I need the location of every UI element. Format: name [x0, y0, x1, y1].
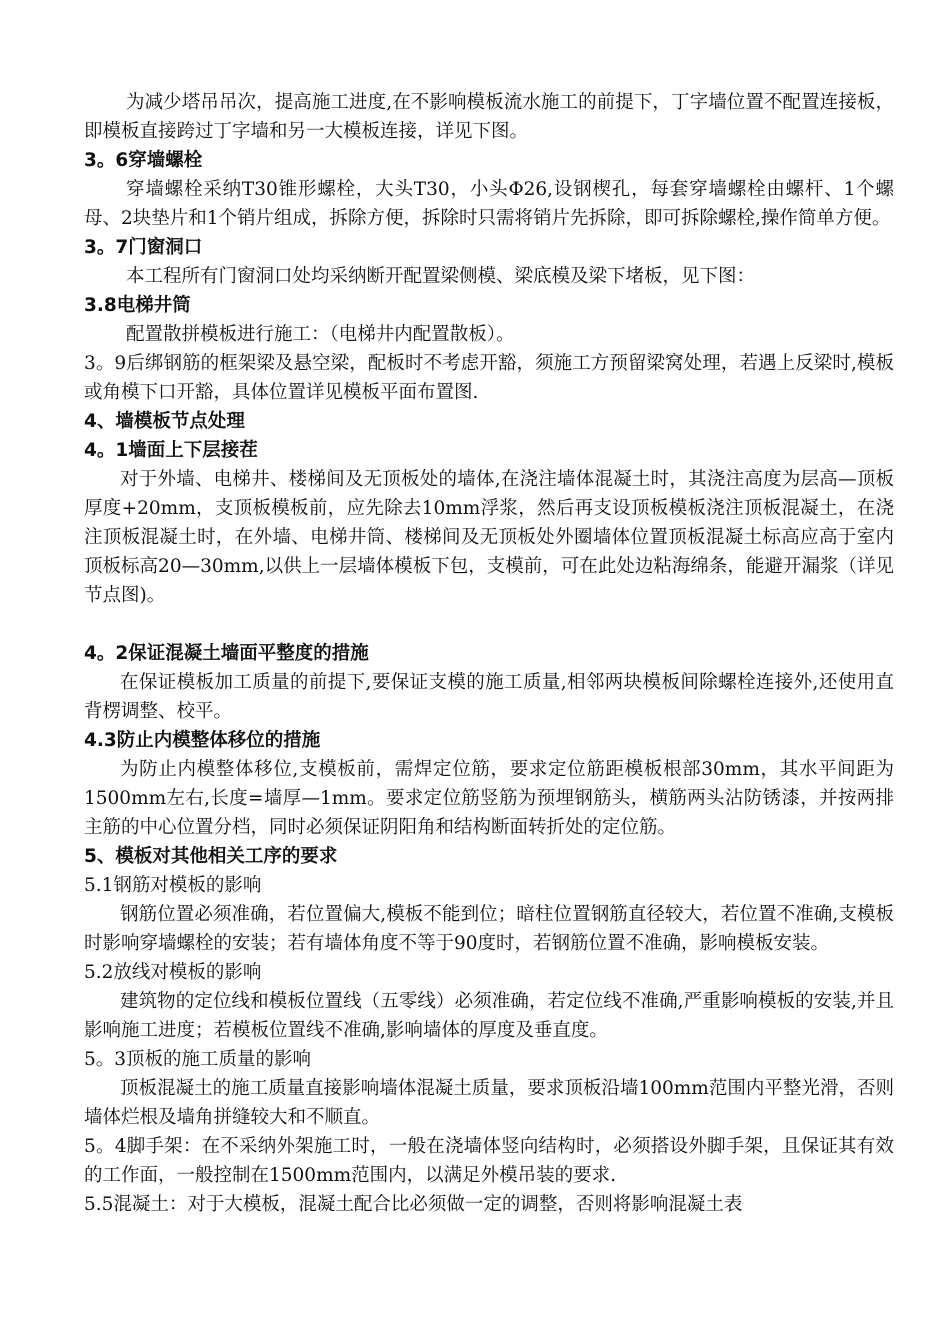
paragraph-elevator: 配置散拼模板进行施工：（电梯井内配置散板）。 — [126, 324, 515, 345]
paragraph-3-9: 3。9后绑钢筋的框架梁及悬空梁，配板时不考虑开豁，须施工方预留梁窝处理，若遇上反梁时,模板或角模下口开豁，具体位置详见模板平面布置图. — [84, 353, 894, 403]
paragraph-displacement: 为防止内模整体移位,支模板前，需焊定位筋，要求定位筋距模板根部30mm，其水平间距为1500mm左右,长度=墙厚—1mm。要求定位筋竖筋为预埋钢筋头，横筋两头沾防锈漆，并按两排主筋的中心位置分档，同时必须保证阴阳角和结构断面转折处的定位筋。 — [84, 759, 894, 838]
heading-5: 5、模板对其他相关工序的要求 — [84, 846, 338, 867]
paragraph-layout-lines: 建筑物的定位线和模板位置线（五零线）必须准确，若定位线不准确,严重影响模板的安装,并且影响施工进度；若模板位置线不准确,影响墙体的厚度及垂直度。 — [84, 991, 894, 1041]
paragraph-wall-bolts: 穿墙螺栓采纳T30锥形螺栓，大头T30，小头Φ26,设钢楔孔，每套穿墙螺栓由螺杆、1个螺母、2块垫片和1个销片组成，拆除方便，拆除时只需将销片先拆除，即可拆除螺栓,操作简单方便。 — [84, 179, 894, 229]
heading-5-1: 5.1钢筋对模板的影响 — [84, 875, 262, 896]
paragraph-slab-quality: 顶板混凝土的施工质量直接影响墙体混凝土质量，要求顶板沿墙100mm范围内平整光滑，否则墙体烂根及墙角拼缝较大和不顺直。 — [84, 1078, 894, 1128]
heading-5-2: 5.2放线对模板的影响 — [84, 962, 262, 983]
paragraph-joint: 对于外墙、电梯井、楼梯间及无顶板处的墙体,在浇注墙体混凝土时，其浇注高度为层高—顶板厚度+20mm，支顶板模板前，应先除去10mm浮浆，然后再支设顶板模板浇注顶板混凝土，在浇注顶板混凝土时，在外墙、电梯井筒、楼梯间及无顶板处外圈墙体位置顶板混凝土标高应高于室内顶板标高20—30mm,以供上一层墙体模板下包，支模前，可在此处边粘海绵条，能避开漏浆（详见节点图)。 — [84, 469, 894, 606]
heading-4-1: 4。1墙面上下层接茬 — [84, 440, 258, 461]
paragraph-tee-wall: 为减少塔吊吊次，提高施工进度,在不影响模板流水施工的前提下，丁字墙位置不配置连接板，即模板直接跨过丁字墙和另一大模板连接，详见下图。 — [84, 92, 894, 142]
paragraph-flatness: 在保证模板加工质量的前提下,要保证支模的施工质量,相邻两块模板间除螺栓连接外,还使用直背楞调整、校平。 — [84, 672, 894, 722]
paragraph-scaffold: 5。4脚手架：在不采纳外架施工时，一般在浇墙体竖向结构时，必须搭设外脚手架，且保证其有效的工作面，一般控制在1500mm范围内，以满足外模吊装的要求. — [84, 1136, 894, 1186]
paragraph-concrete: 5.5混凝土：对于大模板，混凝土配合比必须做一定的调整，否则将影响混凝土表 — [84, 1194, 743, 1215]
document-page — [84, 88, 894, 1219]
heading-3-8: 3.8电梯井筒 — [84, 295, 191, 316]
heading-4-3: 4.3防止内模整体移位的措施 — [84, 730, 321, 751]
paragraph-rebar: 钢筋位置必须准确，若位置偏大,模板不能到位；暗柱位置钢筋直径较大，若位置不准确,支模板时影响穿墙螺栓的安装；若有墙体角度不等于90度时，若钢筋位置不准确，影响模板安装。 — [84, 904, 894, 954]
heading-3-6: 3。6穿墙螺栓 — [84, 150, 203, 171]
heading-4: 4、墙模板节点处理 — [84, 411, 245, 432]
heading-3-7: 3。7门窗洞口 — [84, 237, 203, 258]
heading-5-3: 5。3顶板的施工质量的影响 — [84, 1049, 312, 1070]
heading-4-2: 4。2保证混凝土墙面平整度的措施 — [84, 643, 369, 664]
blank-line — [84, 610, 894, 639]
paragraph-door-window: 本工程所有门窗洞口处均采纳断开配置梁侧模、梁底模及梁下堵板，见下图： — [126, 266, 756, 287]
